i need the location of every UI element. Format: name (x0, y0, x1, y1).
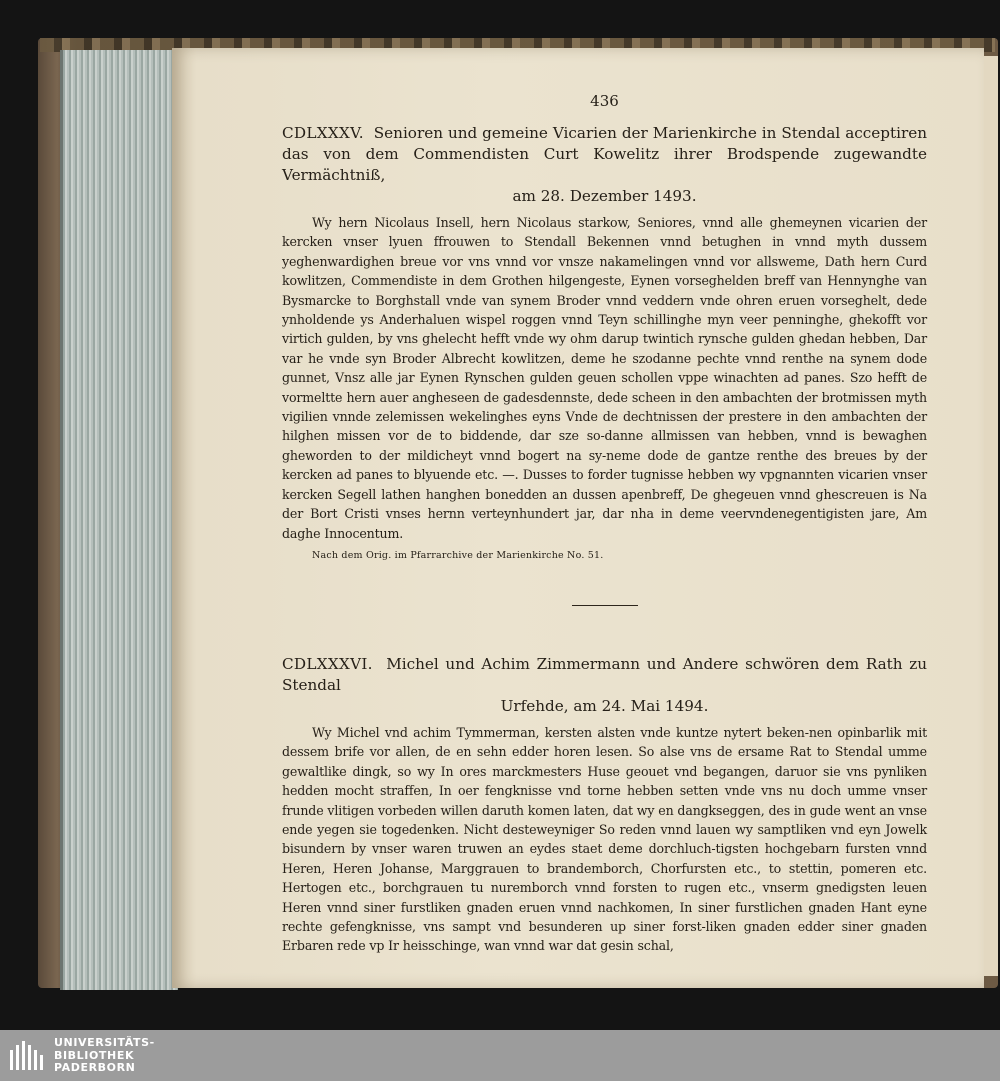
document-date-2: Urfehde, am 24. Mai 1494. (500, 696, 709, 715)
document-heading-2 (282, 654, 927, 717)
library-name-line-3: PADERBORN (54, 1061, 136, 1074)
library-footer (0, 1030, 1000, 1081)
page-number: 436 (590, 92, 619, 110)
library-name-line-2: BIBLIOTHEK (54, 1048, 135, 1062)
library-name-line-1: UNIVERSITÄTS- (54, 1036, 155, 1049)
document-date-1: am 28. Dezember 1493. (512, 187, 697, 205)
book-page (172, 48, 984, 988)
document-body-2 (282, 723, 927, 956)
document-section-2 (282, 654, 927, 956)
document-heading-1 (282, 123, 927, 207)
section-divider (572, 605, 638, 606)
page-edges (60, 50, 178, 990)
source-note: Nach dem Orig. im Pfarrarchive der Marienkirche No. 51. (312, 549, 604, 561)
library-logo-icon (8, 1036, 48, 1076)
document-text-1: Wy hern Nicolaus Insell, hern Nicolaus starkow, Seniores, vnnd alle ghemeynen vicarien der kercken vnser lyuen ffrouwen to Stendall Bekennen vnnd betughen in vnnd myth dussem yeghenwardighen breue vor vns vnnd vor vnsze nakamelingen vnnd vor allsweme, Dath hern Curd kowlitzen, Commendiste in dem Grothen hilgengeste, Eynen vorseghelden breff van Hennynghe van Bysmarcke to Borghstall vnde van synem Broder vnnd veddern vnde ohren eruen vorseghelt, dede ynholdende ys Anderhaluen wispel roggen vnnd Teyn schillinghe myn veer penninghe, ghekofft vor virtich gulden, by vns ghelecht hefft vnde wy ohm darup twintich rynsche gulden ghedan hebben, Dar var he vnde syn Broder Albrecht kowlitzen, deme he szodanne pechte vnnd renthe na synem dode gunnet, Vnsz alle jar Eynen Rynschen gulden geuen schollen vppe winachten ad panes. Szo hefft de vormeltte hern auer anghesеen de gadesdennste, dede scheen in den ambachten der brotmissen myth vigilien vnnde zelemissen wekelinghes eyns Vnde de dechtnissen der prestere in den ambachten der hilghen missen vor de to biddende, dar sze so-danne allmissen van hebben, vnnd is bewaghen gheworden to der mildicheyt vnnd bogert na sy-neme dode de gantze renthe des breues by der kercken ad panes to blyuende etc. —. Dusses to forder tugnisse hebben wy vpgnannten vicarien vnser kercken Segell lathen hanghen bonedden an dussen apenbreff, De ghegeuen vnnd ghescreuen is Na der Bort Cristi vnses hernn verteynhundert jar, dar nha in deme veervndenegentigisten jare, Am daghe Innocentum. (282, 215, 927, 541)
library-name (54, 1037, 155, 1075)
document-title-1: Senioren und gemeine Vicarien der Marienkirche in Stendal acceptiren das von dem Commendisten Curt Kowelitz ihrer Brodspende zugewandte Vermächtniß, (282, 124, 928, 184)
document-title-2: Michel und Achim Zimmermann und Andere schwören dem Rath zu Stendal (282, 654, 928, 694)
document-number-2: CDLXXXVI. (282, 654, 373, 673)
document-body-1 (282, 213, 927, 543)
page-content (282, 92, 927, 956)
document-number-1: CDLXXXV. (282, 124, 364, 142)
document-text-2: Wy Michel vnd achim Tymmerman, kersten alsten vnde kuntze nytert beken-nen opinbarlik mit dessem brife vor allen, de en sehn edder horen lesen. So alse vns de ersame Rat to Stendal umme gewaltlike dingk, so wy In ores marckmesters Huse geouet vnd begangen, daruor sie vns pynliken hedden mocht straffen, In oer fengknisse vnd torne hebben setten vnde vns nu doch umme vnser frunde vlitigen vorbeden willen daruth komen laten, dat wy en dangkseggen, des in gude went an vnse ende yegen sie togedenken. Nicht desteweyniger So reden vnnd lauen wy samptliken vnd eyn Jowelk bisundern by vnser waren truwen an eydes staet deme dorchluch-tigsten hochgebarn fursten vnnd Heren, Heren Johanse, Marggrauen to brandemborch, Chorfursten etc., to stettin, pomeren etc. Hertogen etc., borchgrauen tu nuremborch vnnd forsten to rugen etc., vnserm gnedigsten leuen Heren vnnd siner furstliken gnaden eruen vnnd nachkomen, In siner furstlichen gnaden Hant eyne rechte gefengknisse, vns sampt vnd besunderen up siner forst-liken gnaden edder siner gnaden Erbaren rede vp Ir heisschinge, wan vnnd war dat gesin schal, (282, 724, 927, 954)
